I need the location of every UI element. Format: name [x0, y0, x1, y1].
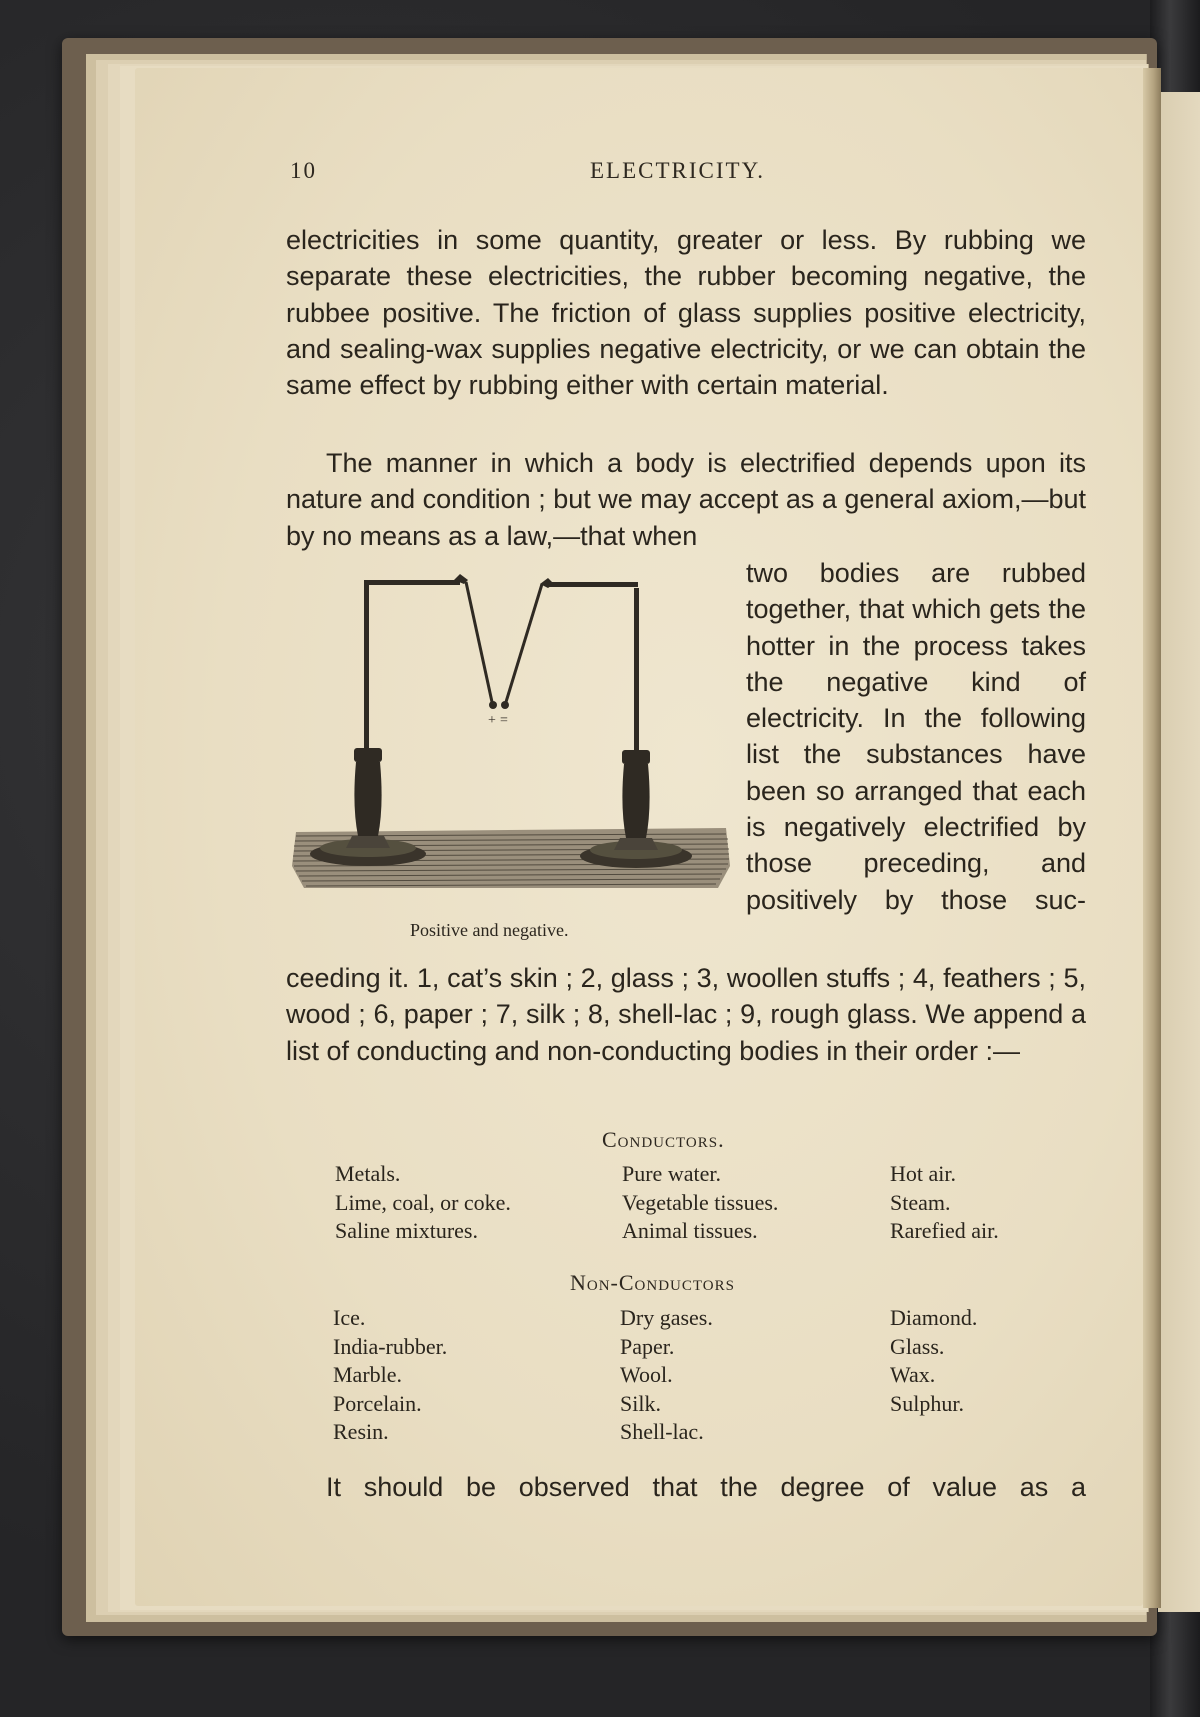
list-item: Shell-lac.: [620, 1419, 704, 1444]
list-item: Hot air.: [890, 1161, 956, 1186]
conductors-column-2: [622, 1160, 778, 1246]
wrapped-paragraph: two bodies are rubbed together, that which gets the hotter in the process takes the negative kind of electricity. In the following list the substances have been so arranged that each is negatively electrified by those preceding, and positively by those suc-: [746, 558, 1086, 915]
conducting-wires: [466, 582, 542, 702]
list-item: Sulphur.: [890, 1390, 964, 1416]
list-item: Glass.: [890, 1333, 945, 1359]
list-item: Wax.: [890, 1362, 936, 1387]
list-item: Pure water.: [622, 1161, 721, 1186]
minus-sign: =: [500, 713, 508, 728]
list-item: Rarefied air.: [890, 1218, 999, 1243]
electroscope-illustration: [292, 566, 732, 956]
right-stand: [540, 578, 692, 868]
left-stand: [310, 574, 468, 866]
non-conductors-column-3: [890, 1304, 977, 1418]
paragraph-2: The manner in which a body is electrified depends upon its nature and condition ; but we may accept as a general axiom,—but by no means as a law,—that when: [286, 448, 1086, 551]
wire-knobs: [489, 701, 509, 709]
list-item: Paper.: [620, 1333, 675, 1359]
list-item: Resin.: [333, 1419, 389, 1444]
running-title: ELECTRICITY.: [590, 158, 765, 183]
conductors-column-1: [335, 1160, 511, 1246]
list-item: Dry gases.: [620, 1305, 713, 1330]
page-number: 10: [290, 158, 317, 183]
paragraph-3: ceeding it. 1, cat’s skin ; 2, glass ; 3, woollen stuffs ; 4, feathers ; 5, wood ; 6, paper ; 7, silk ; 8, shell-lac ; 9, rough glass. We append a list of conducting and non-conducting bodies in their order :—: [286, 963, 1086, 1066]
non-conductors-heading: Non-Conductors: [570, 1270, 735, 1295]
list-item: Lime, coal, or coke.: [335, 1189, 511, 1215]
conductors-column-3: [890, 1160, 999, 1246]
list-item: Porcelain.: [333, 1390, 422, 1416]
conductors-heading: Conductors.: [602, 1127, 725, 1152]
facing-page-edge: [1158, 92, 1200, 1612]
non-conductors-column-1: [333, 1304, 447, 1447]
non-conductors-column-2: [620, 1304, 713, 1447]
list-item: Silk.: [620, 1390, 661, 1416]
final-line: It should be observed that the degree of value as a: [326, 1472, 1086, 1502]
list-item: Saline mixtures.: [335, 1218, 478, 1243]
list-item: Steam.: [890, 1189, 951, 1215]
plus-sign: +: [488, 713, 496, 728]
list-item: Marble.: [333, 1362, 403, 1387]
list-item: Animal tissues.: [622, 1218, 758, 1243]
list-item: Metals.: [335, 1161, 401, 1186]
figure-caption: Positive and negative.: [410, 920, 569, 940]
list-item: India-rubber.: [333, 1333, 448, 1359]
page-gutter: [1143, 68, 1161, 1608]
list-item: Wool.: [620, 1362, 673, 1387]
list-item: Diamond.: [890, 1305, 978, 1330]
list-item: Vegetable tissues.: [622, 1189, 779, 1215]
page-header: [0, 158, 1200, 188]
paragraph-1: electricities in some quantity, greater or less. By rubbing we separate these electricities, the rubber becoming negative, the rubbee positive. The friction of glass supplies positive electricity, and sealing-wax supplies negative electricity, or we can obtain the same effect by rubbing either with certain material.: [286, 225, 1086, 401]
list-item: Ice.: [333, 1305, 366, 1330]
